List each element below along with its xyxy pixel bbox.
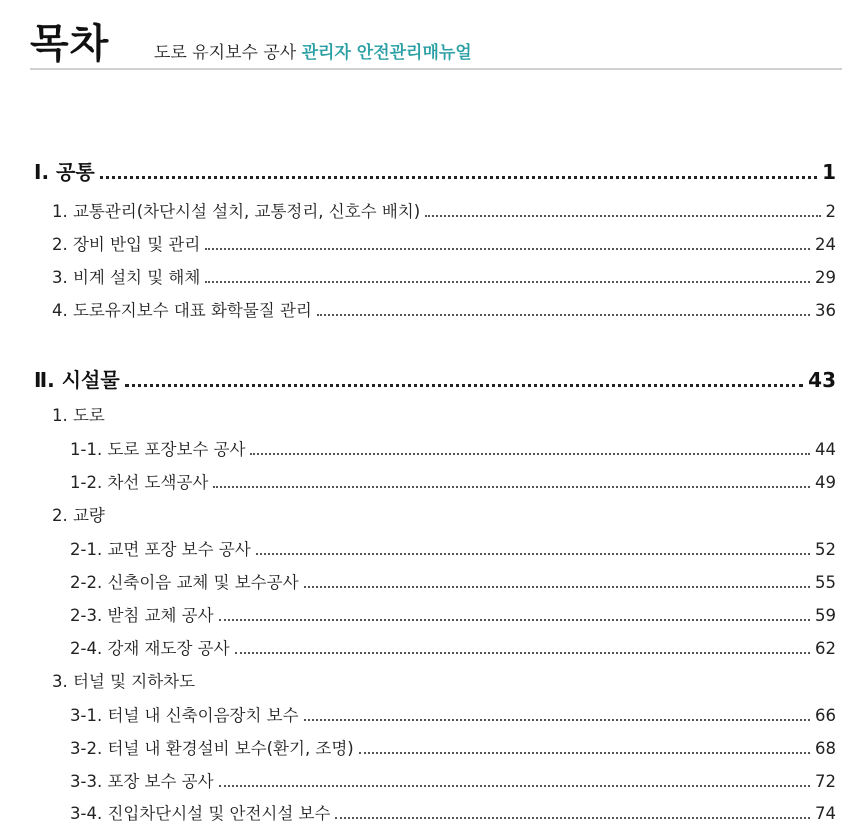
toc-page-number: 66 [815,706,836,725]
toc-leader-dots [359,752,810,754]
toc-leader-dots [219,619,810,621]
toc-entry[interactable] [70,800,836,824]
toc-page-number: 62 [815,639,836,658]
toc-entry[interactable] [52,264,836,288]
toc-page-number: 52 [815,540,836,559]
toc-section-label: Ⅰ. 공통 [34,160,95,184]
toc-leader-dots [205,248,810,250]
toc-page-number: 2 [825,202,836,221]
toc-group-road[interactable]: 1. 도로 [52,406,105,425]
toc-page-number: 72 [815,772,836,791]
toc-entry[interactable] [52,231,836,255]
toc-leader-dots [256,553,810,555]
toc-page-number: 1 [822,160,836,184]
toc-page-number: 36 [815,301,836,320]
toc-section-label: Ⅱ. 시설물 [34,368,120,392]
toc-entry-label: 2-4. 강재 재도장 공사 [70,639,230,658]
toc-entry-label: 3. 비계 설치 및 해체 [52,268,201,287]
toc-leader-dots [205,281,810,283]
toc-entry-label: 3-4. 진입차단시설 및 안전시설 보수 [70,804,331,823]
toc-entry-label: 3-2. 터널 내 환경설비 보수(환기, 조명) [70,739,354,758]
toc-entry[interactable] [70,436,836,460]
toc-entry[interactable] [70,702,836,726]
toc-leader-dots [317,314,810,316]
toc-entry[interactable] [70,635,836,659]
toc-page-number: 74 [815,804,836,823]
toc-page-number: 44 [815,440,836,459]
toc-entry-label: 2-2. 신축이음 교체 및 보수공사 [70,573,299,592]
toc-entry-label: 3-1. 터널 내 신축이음장치 보수 [70,706,299,725]
toc-entry-label: 1-2. 차선 도색공사 [70,473,209,492]
toc-entry[interactable] [70,536,836,560]
toc-entry[interactable] [70,469,836,493]
toc-page-number: 68 [815,739,836,758]
toc-leader-dots [425,215,820,217]
toc-entry[interactable] [52,198,836,222]
toc-page-number: 43 [808,368,836,392]
toc-entry-label: 1. 교통관리(차단시설 설치, 교통정리, 신호수 배치) [52,202,421,221]
toc-page-number: 29 [815,268,836,287]
toc-group-bridge[interactable]: 2. 교량 [52,506,105,525]
toc-entry[interactable] [70,735,836,759]
subtitle-accent: 관리자 안전관리매뉴얼 [301,43,472,63]
page-title: 목차 [30,21,110,67]
toc-leader-dots [219,785,810,787]
toc-entry-label: 1-1. 도로 포장보수 공사 [70,440,246,459]
toc-entry-label: 2-1. 교면 포장 보수 공사 [70,540,251,559]
toc-leader-dots [213,486,810,488]
toc-entry-label: 3-3. 포장 보수 공사 [70,772,214,791]
toc-leader-dots [335,817,810,819]
toc-section-facilities[interactable] [34,364,836,393]
toc-page-number: 24 [815,235,836,254]
toc-entry-label: 4. 도로유지보수 대표 화학물질 관리 [52,301,312,320]
toc-entry-label: 2-3. 받침 교체 공사 [70,606,214,625]
toc-page-number: 59 [815,606,836,625]
toc-group-tunnel[interactable]: 3. 터널 및 지하차도 [52,672,196,691]
toc-entry[interactable] [70,768,836,792]
toc-section-common[interactable] [34,156,836,185]
toc-page-number: 49 [815,473,836,492]
page-subtitle [154,38,472,63]
toc-leader-dots [235,652,810,654]
toc-entry[interactable] [70,602,836,626]
subtitle-plain: 도로 유지보수 공사 [154,43,297,63]
toc-leader-dots [250,453,810,455]
toc-page-number: 55 [815,573,836,592]
toc-leader-dots [125,384,803,387]
toc-leader-dots [100,176,817,179]
page-header [30,8,842,70]
toc-entry[interactable] [70,569,836,593]
toc-entry[interactable] [52,297,836,321]
toc-leader-dots [304,719,810,721]
toc-leader-dots [304,586,810,588]
toc-entry-label: 2. 장비 반입 및 관리 [52,235,201,254]
